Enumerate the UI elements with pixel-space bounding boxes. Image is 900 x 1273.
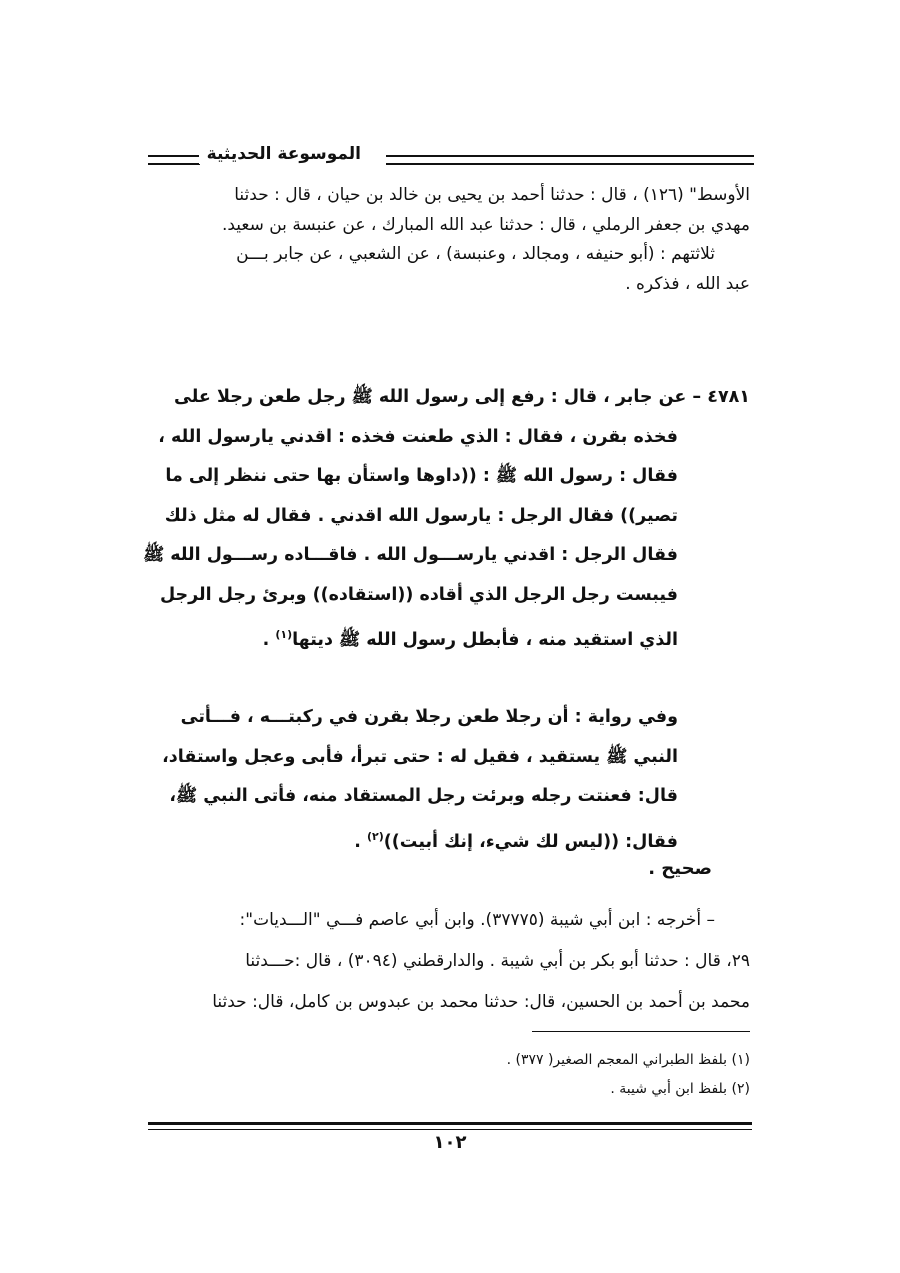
- footnote-ref-2[interactable]: (٢): [367, 829, 384, 843]
- footnote-ref-1[interactable]: (١): [275, 628, 293, 641]
- footnote-separator: [532, 1031, 750, 1032]
- hadith-line: فيبست رجل الرجل الذي أقاده ((استقاده)) وبرئ رجل الرجل: [159, 584, 678, 605]
- takhrij-line: – أخرجه : ابن أبي شيبة (٣٧٧٧٥). وابن أبي عاصم فـــي "الـــديات":: [239, 910, 715, 930]
- hadith-line: تصير)) فقال الرجل : يارسول الله اقدني . فقال له مثل ذلك: [164, 505, 678, 526]
- header-title: الموسوعة الحديثية: [199, 144, 369, 164]
- hadith-first-line: [144, 378, 750, 418]
- hadith-line: فخذه بقرن ، فقال : الذي طعنت فخذه : اقدني يارسول الله ،: [158, 426, 678, 447]
- running-header: [148, 146, 754, 168]
- hadith-grade: صحيح .: [648, 858, 712, 879]
- hadith-last-line: [144, 615, 750, 660]
- riwaya-block: [144, 698, 678, 862]
- riwaya-line: فقال: ((ليس لك شيء، إنك أبيت)): [383, 831, 678, 852]
- takhrij-paragraph: [144, 900, 750, 1023]
- intro-line: مهدي بن جعفر الرملي ، قال : حدثنا عبد الله المبارك ، عن عنبسة بن سعيد.: [221, 214, 750, 235]
- hadith-line: فقال الرجل : اقدني يارســـول الله . فاقـــاده رســـول الله ﷺ: [143, 545, 678, 565]
- takhrij-line: ٢٩، قال : حدثنا أبو بكر بن أبي شيبة . والدارقطني (٣٠٩٤) ، قال :حـــدثنا: [245, 951, 750, 971]
- riwaya-line: النبي ﷺ يستقيد ، فقيل له : حتى تبرأ، فأبى وعجل واستقاد،: [162, 746, 678, 767]
- riwaya-line: قال: فعنتت رجله وبرئت رجل المستقاد منه، فأتى النبي ﷺ،: [169, 786, 678, 806]
- footnotes: [507, 1046, 750, 1104]
- hadith-end: .: [262, 629, 276, 650]
- footer-rule: [148, 1122, 752, 1130]
- hadith-line: فقال : رسول الله ﷺ : ((داوها واستأن بها حتى ننظر إلى ما: [165, 466, 678, 486]
- hadith-number: ٤٧٨١ –: [692, 387, 750, 407]
- intro-line: ثلاثتهم : (أبو حنيفه ، ومجالد ، وعنبسة) ، عن الشعبي ، عن جابر بـــن: [236, 244, 715, 264]
- page-number: ١٠٢: [433, 1132, 467, 1153]
- footnote-2: (٢) بلفظ ابن أبي شيبة .: [610, 1081, 750, 1097]
- header-rule-long: [386, 155, 754, 165]
- riwaya-end: .: [354, 831, 368, 852]
- riwaya-line: وفي رواية : أن رجلا طعن رجلا بقرن في ركبتـــه ، فـــأتى: [180, 707, 678, 727]
- takhrij-line: محمد بن أحمد بن الحسين، قال: حدثنا محمد بن عبدوس بن كامل، قال: حدثنا: [212, 992, 750, 1012]
- intro-line: عبد الله ، فذكره .: [625, 273, 750, 294]
- intro-paragraph: [146, 181, 750, 299]
- hadith-line: الذي استقيد منه ، فأبطل رسول الله ﷺ ديتها: [292, 629, 678, 650]
- hadith-line: عن جابر ، قال : رفع إلى رسول الله ﷺ رجل طعن رجلا على: [174, 387, 687, 407]
- intro-line: الأوسط" (١٢٦) ، قال : حدثنا أحمد بن يحيى بن خالد بن حيان ، قال : حدثنا: [234, 185, 750, 205]
- header-rule-short: [148, 155, 200, 165]
- hadith-block: [144, 378, 750, 660]
- footnote-1: (١) بلفظ الطبراني المعجم الصغير( ٣٧٧) .: [506, 1052, 750, 1068]
- riwaya-last-line: [144, 817, 678, 862]
